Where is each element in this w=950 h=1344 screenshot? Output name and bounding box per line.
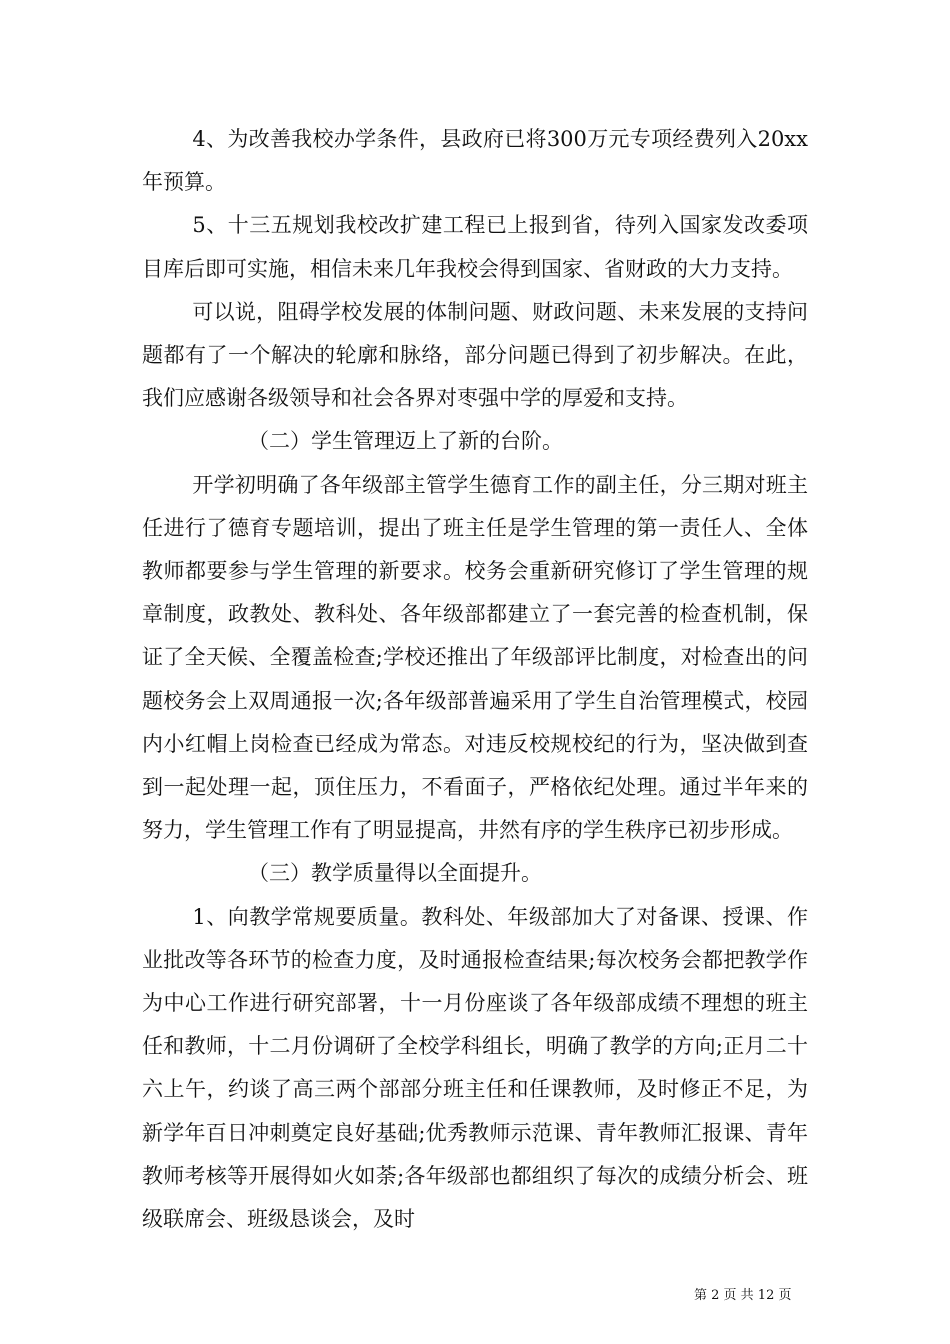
paragraph-item-4: 4、为改善我校办学条件，县政府已将300万元专项经费列入20xx年预算。 bbox=[142, 127, 808, 195]
paragraph-teaching-quality: 1、向教学常规要质量。教科处、年级部加大了对备课、授课、作业批改等各环节的检查力度，及时通报检查结果;每次校务会都把教学作为中心工作进行研究部署，十一月份座谈了各年级部成绩不理想的班主任和教师，十二月份调研了全校学科组长，明确了教学的方向;正月二十六上午，约谈了高三两个部部分班主任和任课教师，及时修正不足，为新学年百日冲刺奠定良好基础;优秀教师示范课、青年教师汇报课、青年教师考核等开展得如火如荼;各年级部也都组织了每次的成绩分析会、班级联席会、班级恳谈会，及时 bbox=[142, 904, 808, 1232]
paragraph-student-management: 开学初明确了各年级部主管学生德育工作的副主任，分三期对班主任进行了德育专题培训，提出了班主任是学生管理的第一责任人、全体教师都要参与学生管理的新要求。校务会重新研究修订了学生管理的规章制度，政教处、教科处、各年级部都建立了一套完善的检查机制，保证了全天候、全覆盖检查;学校还推出了年级部评比制度，对检查出的问题校务会上双周通报一次;各年级部普遍采用了学生自治管理模式，校园内小红帽上岗检查已经成为常态。对违反校规校纪的行为，坚决做到查到一起处理一起，顶住压力，不看面子，严格依纪处理。通过半年来的努力，学生管理工作有了明显提高，井然有序的学生秩序已初步形成。 bbox=[142, 472, 808, 843]
document-body bbox=[142, 118, 808, 1241]
section-heading-teaching-quality: （三）教学质量得以全面提升。 bbox=[248, 861, 542, 886]
page-number-footer: 第 2 页 共 12 页 bbox=[694, 1288, 792, 1303]
paragraph-item-5: 5、十三五规划我校改扩建工程已上报到省，待列入国家发改委项目库后即可实施，相信未来几年我校会得到国家、省财政的大力支持。 bbox=[142, 213, 808, 281]
section-heading-student-management: （二）学生管理迈上了新的台阶。 bbox=[248, 429, 563, 454]
paragraph-summary: 可以说，阻碍学校发展的体制问题、财政问题、未来发展的支持问题都有了一个解决的轮廓和脉络，部分问题已得到了初步解决。在此，我们应感谢各级领导和社会各界对枣强中学的厚爱和支持。 bbox=[142, 299, 808, 411]
